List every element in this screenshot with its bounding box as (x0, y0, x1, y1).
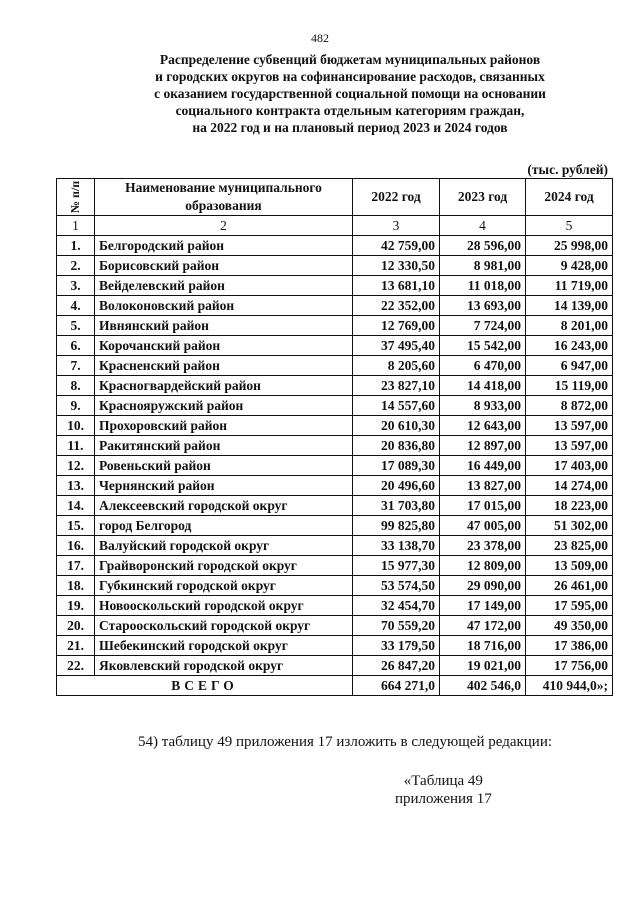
row-value-2023: 47 005,00 (440, 516, 526, 536)
row-value-2022: 23 827,10 (353, 376, 440, 396)
row-number: 2. (57, 256, 95, 276)
row-value-2022: 22 352,00 (353, 296, 440, 316)
row-value-2024: 51 302,00 (526, 516, 613, 536)
header-2022: 2022 год (353, 179, 440, 216)
row-value-2022: 20 496,60 (353, 476, 440, 496)
row-value-2024: 23 825,00 (526, 536, 613, 556)
total-2024: 410 944,0»; (526, 676, 613, 696)
total-2022: 664 271,0 (353, 676, 440, 696)
row-value-2022: 12 769,00 (353, 316, 440, 336)
table-row (57, 496, 613, 516)
column-number: 1 (57, 216, 95, 236)
header-2024: 2024 год (526, 179, 613, 216)
row-name: Губкинский городской округ (95, 576, 353, 596)
row-value-2024: 6 947,00 (526, 356, 613, 376)
row-value-2024: 17 386,00 (526, 636, 613, 656)
title-line: с оказанием государственной социальной помощи на основании (154, 86, 546, 101)
table-header-row (57, 179, 613, 216)
row-value-2023: 29 090,00 (440, 576, 526, 596)
row-value-2024: 49 350,00 (526, 616, 613, 636)
table-row (57, 276, 613, 296)
row-value-2023: 18 716,00 (440, 636, 526, 656)
row-value-2024: 17 403,00 (526, 456, 613, 476)
row-number: 19. (57, 596, 95, 616)
row-value-2024: 18 223,00 (526, 496, 613, 516)
instruction-text: 54) таблицу 49 приложения 17 изложить в следующей редакции: (138, 734, 553, 750)
table-body (57, 236, 613, 676)
row-number: 16. (57, 536, 95, 556)
table-reference (395, 772, 492, 808)
row-name: Краснояружский район (95, 396, 353, 416)
table-row (57, 356, 613, 376)
row-value-2024: 17 756,00 (526, 656, 613, 676)
row-value-2023: 8 981,00 (440, 256, 526, 276)
table-row (57, 476, 613, 496)
row-value-2022: 99 825,80 (353, 516, 440, 536)
row-value-2023: 16 449,00 (440, 456, 526, 476)
row-number: 10. (57, 416, 95, 436)
row-name: Прохоровский район (95, 416, 353, 436)
row-value-2024: 14 139,00 (526, 296, 613, 316)
row-name: Белгородский район (95, 236, 353, 256)
row-value-2024: 17 595,00 (526, 596, 613, 616)
row-name: Алексеевский городской округ (95, 496, 353, 516)
table-reference-line: «Таблица 49 (403, 773, 483, 789)
column-number: 3 (353, 216, 440, 236)
row-value-2024: 25 998,00 (526, 236, 613, 256)
title-line: на 2022 год и на плановый период 2023 и 2024 годов (192, 120, 508, 135)
row-value-2022: 33 138,70 (353, 536, 440, 556)
row-value-2022: 20 836,80 (353, 436, 440, 456)
table-reference-line: приложения 17 (395, 791, 492, 807)
row-name: Красненский район (95, 356, 353, 376)
row-value-2023: 11 018,00 (440, 276, 526, 296)
row-number: 15. (57, 516, 95, 536)
table-row (57, 376, 613, 396)
title-line: социального контракта отдельным категориям граждан, (175, 103, 525, 118)
row-value-2023: 12 643,00 (440, 416, 526, 436)
row-value-2024: 16 243,00 (526, 336, 613, 356)
row-number: 1. (57, 236, 95, 256)
row-value-2023: 28 596,00 (440, 236, 526, 256)
row-value-2023: 17 149,00 (440, 596, 526, 616)
row-number: 20. (57, 616, 95, 636)
row-number: 18. (57, 576, 95, 596)
table-row (57, 456, 613, 476)
row-number: 17. (57, 556, 95, 576)
row-name: Ровеньский район (95, 456, 353, 476)
units-label: (тыс. рублей) (527, 162, 608, 177)
row-value-2024: 9 428,00 (526, 256, 613, 276)
table-row (57, 516, 613, 536)
row-value-2023: 47 172,00 (440, 616, 526, 636)
row-value-2024: 13 597,00 (526, 436, 613, 456)
row-number: 6. (57, 336, 95, 356)
table-row (57, 296, 613, 316)
row-value-2022: 8 205,60 (353, 356, 440, 376)
column-number-row (57, 216, 613, 236)
row-number: 8. (57, 376, 95, 396)
row-value-2023: 7 724,00 (440, 316, 526, 336)
row-number: 9. (57, 396, 95, 416)
row-value-2023: 19 021,00 (440, 656, 526, 676)
row-value-2024: 8 201,00 (526, 316, 613, 336)
row-value-2022: 12 330,50 (353, 256, 440, 276)
table-row (57, 636, 613, 656)
row-number: 4. (57, 296, 95, 316)
row-value-2023: 13 827,00 (440, 476, 526, 496)
table-row (57, 256, 613, 276)
row-name: Красногвардейский район (95, 376, 353, 396)
column-number: 2 (95, 216, 353, 236)
row-value-2023: 6 470,00 (440, 356, 526, 376)
row-value-2024: 26 461,00 (526, 576, 613, 596)
row-value-2022: 31 703,80 (353, 496, 440, 516)
row-value-2022: 13 681,10 (353, 276, 440, 296)
header-2023: 2023 год (440, 179, 526, 216)
row-value-2024: 15 119,00 (526, 376, 613, 396)
row-value-2024: 11 719,00 (526, 276, 613, 296)
table-row (57, 596, 613, 616)
title-line: и городских округов на софинансирование расходов, связанных (155, 69, 545, 84)
row-name: Волоконовский район (95, 296, 353, 316)
row-value-2023: 17 015,00 (440, 496, 526, 516)
header-name: Наименование муниципального образования (95, 179, 353, 216)
row-value-2022: 14 557,60 (353, 396, 440, 416)
row-number: 22. (57, 656, 95, 676)
row-name: Чернянский район (95, 476, 353, 496)
row-number: 12. (57, 456, 95, 476)
total-2023: 402 546,0 (440, 676, 526, 696)
row-number: 5. (57, 316, 95, 336)
title-line: Распределение субвенций бюджетам муниципальных районов (159, 52, 541, 67)
total-row (57, 676, 613, 696)
table-row (57, 656, 613, 676)
row-name: Шебекинский городской округ (95, 636, 353, 656)
table-row (57, 436, 613, 456)
table-row (57, 236, 613, 256)
row-name: Яковлевский городской округ (95, 656, 353, 676)
row-name: Вейделевский район (95, 276, 353, 296)
row-value-2022: 42 759,00 (353, 236, 440, 256)
row-value-2022: 15 977,30 (353, 556, 440, 576)
row-value-2022: 32 454,70 (353, 596, 440, 616)
table-row (57, 616, 613, 636)
table-row (57, 556, 613, 576)
total-label: ВСЕГО (57, 676, 353, 696)
row-value-2022: 17 089,30 (353, 456, 440, 476)
row-number: 11. (57, 436, 95, 456)
row-value-2023: 15 542,00 (440, 336, 526, 356)
row-value-2022: 70 559,20 (353, 616, 440, 636)
row-value-2023: 14 418,00 (440, 376, 526, 396)
row-name: Старооскольский городской округ (95, 616, 353, 636)
document-title (100, 51, 600, 136)
row-value-2024: 13 597,00 (526, 416, 613, 436)
row-name: Грайворонский городской округ (95, 556, 353, 576)
column-number: 4 (440, 216, 526, 236)
header-number: № п/п (57, 179, 95, 216)
page-number: 482 (311, 31, 329, 45)
row-value-2022: 37 495,40 (353, 336, 440, 356)
row-value-2023: 13 693,00 (440, 296, 526, 316)
row-value-2023: 12 897,00 (440, 436, 526, 456)
row-number: 3. (57, 276, 95, 296)
row-value-2024: 8 872,00 (526, 396, 613, 416)
row-value-2022: 20 610,30 (353, 416, 440, 436)
row-value-2023: 12 809,00 (440, 556, 526, 576)
table-row (57, 576, 613, 596)
row-value-2022: 53 574,50 (353, 576, 440, 596)
row-value-2024: 13 509,00 (526, 556, 613, 576)
table-row (57, 336, 613, 356)
table-row (57, 316, 613, 336)
row-number: 14. (57, 496, 95, 516)
column-number: 5 (526, 216, 613, 236)
table-row (57, 536, 613, 556)
row-value-2024: 14 274,00 (526, 476, 613, 496)
row-name: город Белгород (95, 516, 353, 536)
row-number: 13. (57, 476, 95, 496)
row-number: 21. (57, 636, 95, 656)
row-value-2023: 23 378,00 (440, 536, 526, 556)
row-value-2022: 26 847,20 (353, 656, 440, 676)
table-row (57, 396, 613, 416)
row-value-2023: 8 933,00 (440, 396, 526, 416)
row-value-2022: 33 179,50 (353, 636, 440, 656)
table-row (57, 416, 613, 436)
row-number: 7. (57, 356, 95, 376)
row-name: Корочанский район (95, 336, 353, 356)
row-name: Ивнянский район (95, 316, 353, 336)
subsidy-table (56, 178, 613, 696)
row-name: Борисовский район (95, 256, 353, 276)
row-name: Ракитянский район (95, 436, 353, 456)
row-name: Новооскольский городской округ (95, 596, 353, 616)
row-name: Валуйский городской округ (95, 536, 353, 556)
